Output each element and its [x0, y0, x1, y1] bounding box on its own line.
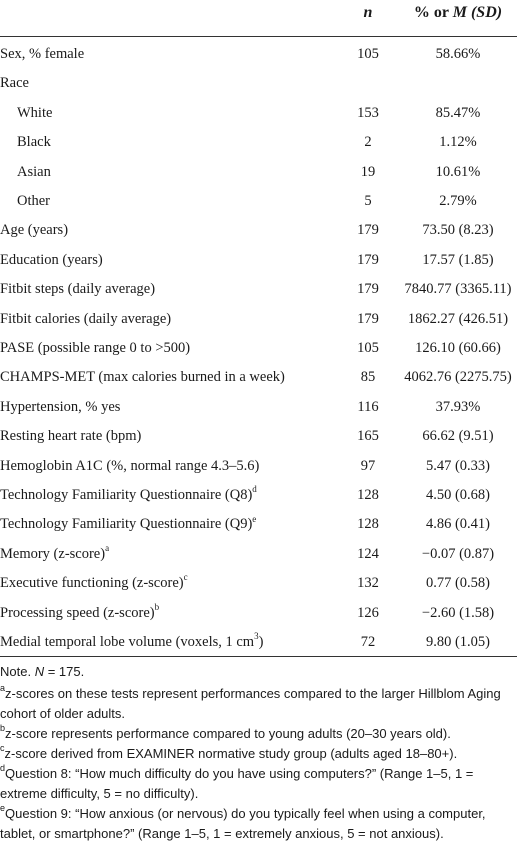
- row-value: 37.93%: [435, 398, 481, 415]
- footnote-text: z-score represents performance compared to young adults (20–30 years old).: [5, 726, 451, 741]
- note-prefix: Note.: [0, 664, 35, 679]
- footnote-text: z-score derived from EXAMINER normative study group (adults aged 18–80+).: [4, 746, 458, 761]
- row-value: 7840.77 (3365.11): [404, 281, 512, 298]
- row-label-text: Other: [17, 193, 51, 209]
- footnotes: [0, 684, 517, 844]
- note-n-symbol: N: [34, 664, 45, 679]
- row-value: 17.57 (1.85): [422, 251, 494, 268]
- row-label-text: Age (years): [0, 222, 69, 239]
- row-n: 128: [357, 516, 379, 533]
- row-label: [17, 99, 52, 128]
- row-n: 105: [357, 46, 379, 62]
- table-row: [0, 158, 517, 187]
- row-label-text: Fitbit calories (daily average): [0, 310, 172, 327]
- footnote-mark: c: [0, 742, 5, 753]
- table-row: [0, 540, 517, 569]
- table-row: [0, 40, 517, 69]
- row-label: [0, 628, 263, 657]
- footnote-text: Question 9: “How anxious (or nervous) do you typically feel when using a computer, tablet, or smartphone?” (Range 1–5, 1 = extremely anxious, 5 = not anxious).: [0, 806, 486, 841]
- row-label: [0, 246, 103, 275]
- row-label: [0, 216, 68, 245]
- row-label-text: Race: [0, 75, 29, 92]
- row-label: [17, 158, 51, 187]
- row-label: [0, 569, 188, 598]
- table-row: [0, 275, 517, 304]
- row-label: [0, 422, 141, 451]
- row-label: [17, 187, 50, 216]
- table-row: [0, 628, 517, 657]
- table-row: [0, 187, 517, 216]
- row-label-text: Hemoglobin A1C (%, normal range 4.3–5.6): [0, 457, 260, 474]
- row-n: 165: [357, 428, 379, 445]
- row-value: 1.12%: [439, 134, 477, 151]
- table-row: [0, 569, 517, 598]
- table-row: [0, 393, 517, 422]
- row-n: 2: [364, 134, 372, 151]
- table-row: [0, 69, 517, 98]
- row-label-text: PASE (possible range 0 to >500): [0, 340, 191, 356]
- table-row: [0, 481, 517, 510]
- row-value: 2.79%: [439, 193, 477, 209]
- footnote: [0, 764, 517, 804]
- table-notes: [0, 662, 517, 844]
- row-label-text: Technology Familiarity Questionnaire (Q8): [0, 487, 253, 503]
- footnote-marker: 3: [254, 631, 259, 642]
- row-value: 0.77 (0.58): [425, 575, 491, 592]
- row-label: [0, 393, 120, 422]
- row-label: [0, 40, 84, 69]
- footnote-mark: d: [0, 762, 6, 773]
- footnote-mark: a: [0, 682, 6, 693]
- table-row: [0, 363, 517, 392]
- table-row: [0, 510, 517, 539]
- row-label-text: Medial temporal lobe volume (voxels, 1 cm: [0, 634, 255, 650]
- row-label-text: Asian: [17, 163, 51, 180]
- row-n: 19: [360, 163, 376, 180]
- row-n: 97: [360, 457, 376, 474]
- row-label: [0, 540, 109, 569]
- row-value: 4.50 (0.68): [425, 487, 491, 503]
- row-n: 5: [364, 193, 372, 209]
- row-label-text: Black: [17, 134, 51, 151]
- row-value: 85.47%: [435, 104, 481, 121]
- footnote: [0, 684, 517, 724]
- header-value-sd: (SD): [470, 4, 503, 21]
- row-label-text: Fitbit steps (daily average): [0, 281, 156, 298]
- header-value-prefix: % or: [413, 4, 453, 21]
- footnote-text: Question 8: “How much difficulty do you have using computers?” (Range 1–5, 1 = extreme difficulty, 5 = no difficulty).: [0, 766, 474, 801]
- row-n: 124: [357, 545, 379, 562]
- row-value: −2.60 (1.58): [421, 604, 495, 621]
- table-row: [0, 246, 517, 275]
- row-n: 153: [357, 104, 379, 121]
- row-label: [0, 334, 190, 363]
- row-value: 126.10 (60.66): [415, 340, 501, 356]
- footnote-mark: b: [0, 722, 6, 733]
- table-row: [0, 128, 517, 157]
- row-label-text: Memory (z-score): [0, 545, 106, 562]
- table-row: [0, 334, 517, 363]
- footnote: [0, 724, 517, 744]
- table-header: [0, 0, 517, 36]
- bottom-rule: [0, 656, 517, 657]
- row-label: [0, 363, 285, 392]
- header-value-m: M: [452, 4, 467, 21]
- footnote: [0, 744, 517, 764]
- row-label: [17, 128, 51, 157]
- footnote-marker: c: [183, 572, 188, 583]
- row-label-text: CHAMPS-MET (max calories burned in a week): [0, 369, 285, 386]
- row-n: 126: [357, 604, 379, 621]
- table-row: [0, 99, 517, 128]
- row-n: 179: [357, 281, 379, 298]
- row-label-text: Resting heart rate (bpm): [0, 428, 142, 445]
- table-row: [0, 422, 517, 451]
- row-label-text: Hypertension, % yes: [0, 398, 121, 415]
- row-label-suffix: ): [258, 634, 264, 650]
- table-row: [0, 216, 517, 245]
- row-n: 105: [357, 340, 379, 356]
- row-value: 4.86 (0.41): [425, 516, 491, 533]
- row-n: 179: [357, 222, 379, 239]
- row-label-text: Executive functioning (z-score): [0, 575, 184, 592]
- row-n: 128: [357, 487, 379, 503]
- note-n-value: = 175.: [44, 664, 85, 679]
- footnote-marker: d: [252, 484, 257, 495]
- row-n: 72: [360, 634, 376, 650]
- row-value: −0.07 (0.87): [421, 545, 495, 562]
- header-rule: [0, 36, 517, 37]
- row-label-text: Sex, % female: [0, 46, 85, 62]
- row-label: [0, 481, 257, 510]
- row-label: [0, 452, 259, 481]
- row-label: [0, 275, 155, 304]
- header-value: [402, 4, 514, 22]
- footnote: [0, 804, 517, 844]
- table-row: [0, 452, 517, 481]
- row-label-text: Education (years): [0, 251, 103, 268]
- row-value: 58.66%: [435, 46, 481, 62]
- row-n: 132: [357, 575, 379, 592]
- row-n: 85: [360, 369, 376, 386]
- row-value: 10.61%: [435, 163, 481, 180]
- row-value: 1862.27 (426.51): [407, 310, 509, 327]
- row-label: [0, 599, 159, 628]
- row-label-text: White: [17, 104, 53, 121]
- footnote-mark: e: [0, 802, 6, 813]
- table-row: [0, 305, 517, 334]
- row-value: 4062.76 (2275.75): [404, 369, 512, 386]
- row-value: 66.62 (9.51): [422, 428, 494, 445]
- table-row: [0, 599, 517, 628]
- note-n: [0, 662, 517, 682]
- footnote-text: z-scores on these tests represent performances compared to the larger Hillblom Aging cohort of older adults.: [0, 686, 501, 721]
- row-label: [0, 510, 256, 539]
- row-n: 179: [357, 251, 379, 268]
- row-value: 9.80 (1.05): [425, 634, 491, 650]
- row-label-text: Processing speed (z-score): [0, 604, 155, 621]
- footnote-marker: e: [252, 513, 257, 524]
- footnote-marker: b: [154, 601, 160, 612]
- row-n: 179: [357, 310, 379, 327]
- row-label: [0, 69, 29, 98]
- row-value: 73.50 (8.23): [422, 222, 494, 239]
- row-label-text: Technology Familiarity Questionnaire (Q9): [0, 516, 253, 533]
- footnote-marker: a: [105, 542, 110, 553]
- row-n: 116: [357, 398, 379, 415]
- row-value: 5.47 (0.33): [425, 457, 491, 474]
- header-n: n: [363, 4, 373, 21]
- row-label: [0, 305, 171, 334]
